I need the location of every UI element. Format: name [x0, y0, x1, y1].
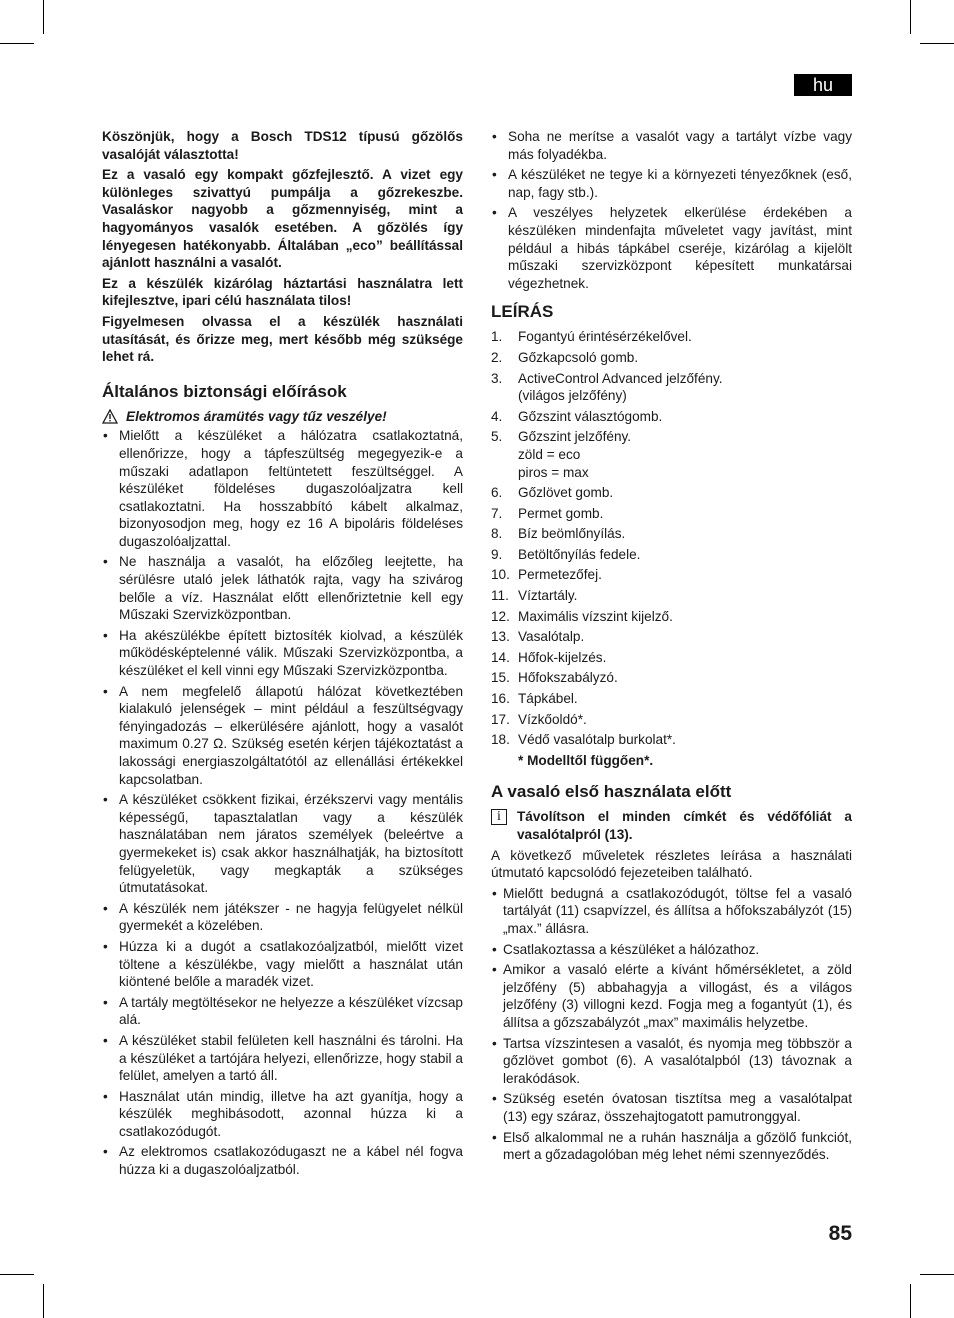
warning-line	[102, 408, 463, 426]
intro	[102, 128, 463, 366]
parts-item	[491, 628, 852, 646]
crop-mark	[0, 1274, 34, 1275]
crop-mark	[910, 0, 911, 34]
list-item-text: Az elektromos csatlakozódugaszt ne a kábel nél fogva húzza ki a dugaszolóaljzatból.	[119, 1144, 463, 1178]
list-item-text: A készüléket ne tegye ki a környezeti tényezőknek (eső, nap, fagy stb.).	[508, 167, 852, 200]
page-number: 85	[828, 1222, 852, 1245]
list-item	[491, 885, 852, 938]
parts-label: Víztartály.	[518, 588, 578, 604]
parts-label-line: piros = max	[518, 464, 589, 480]
crop-mark	[43, 1284, 44, 1318]
safety-heading: Általános biztonsági előírások	[102, 381, 347, 401]
list-item-text: A készüléket stabil felületen kell használni és tárolni. Ha a készüléket a tartójára helyezi, ellenőrizze, hogy stabil a felület, amelyen a tartó áll.	[119, 1032, 463, 1084]
list-item-text: Használat után mindig, illetve ha azt gyanítja, hogy a készülék meghibásodott, azonnal húzza ki a csatlakozódugót.	[119, 1088, 463, 1139]
list-item	[491, 1129, 852, 1164]
list-item-text: Amikor a vasaló elérte a kívánt hőmérsékletet, a zöld jelzőfény (5) abbahagyja a villogást, és a világos jelzőfény (3) villogni kezd. Fogja meg a fogantyút (1), és állítsa a gőzszabályzót „max” maximális helyzetbe.	[503, 962, 852, 1030]
list-item	[491, 128, 852, 163]
list-item-text: Csatlakoztassa a készüléket a hálózathoz.	[503, 941, 760, 957]
parts-number: 10.	[491, 567, 510, 583]
parts-number: 12.	[491, 608, 510, 624]
crop-mark	[920, 1274, 954, 1275]
parts-number: 16.	[491, 691, 510, 707]
list-item	[102, 683, 463, 789]
list-item-text: A nem megfelelő állapotú hálózat következtében kialakuló jelenségek – mint például a feszültségvagy fényingadozás – elkerülésére ajánlott, hogy a vasalót maximum 0.27 Ω. Szükség esetén kérjen tájékoztatást a lakossági energiaszolgáltatótól az ellenállási értékekkel kapcsolatban.	[119, 683, 463, 787]
parts-number: 8.	[491, 526, 503, 542]
parts-number: 13.	[491, 629, 510, 645]
bullet: •	[103, 792, 108, 808]
parts-item	[491, 669, 852, 687]
parts-label: Betöltőnyílás fedele.	[518, 546, 641, 562]
list-item-text: Soha ne merítse a vasalót vagy a tartályt vízbe vagy más folyadékba.	[508, 129, 852, 162]
list-item-text: A veszélyes helyzetek elkerülése érdekében a készüléken mindenfajta műveletet vagy javítást, mint például a hibás tápkábel cseréje, kizárólag a kijelölt műszaki szervizközpont képesített munkatársai végezhetnek.	[508, 205, 852, 291]
list-item	[102, 900, 463, 935]
parts-number: 6.	[491, 485, 503, 501]
list-item	[102, 1032, 463, 1085]
list-item	[102, 427, 463, 550]
list-item	[102, 791, 463, 897]
list-item-text: A készüléket csökkent fizikai, érzékszervi vagy mentális képességű, tapasztalatlan vagy a készülék használatában nem járatos személyek (beleértve a gyermekeket is) csak akkor használhatják, ha biztosított felügyeletük, vagy megkapták a szükséges útmutatásokat.	[119, 792, 463, 896]
parts-item	[491, 428, 852, 481]
bullet: •	[103, 554, 108, 570]
parts-number: 7.	[491, 505, 503, 521]
left-column	[102, 128, 463, 1182]
parts-number: 17.	[491, 711, 510, 727]
bullet: •	[103, 994, 108, 1010]
parts-number: 11.	[491, 588, 509, 604]
parts-item	[491, 505, 852, 523]
safety-list	[102, 427, 463, 1178]
list-item-text: Húzza ki a dugót a csatlakozóaljzatból, mielőtt vizet töltene a készülékbe, vagy mielőtt a használat után kiöntené belőle a maradék vizet.	[119, 938, 463, 990]
bullet: •	[492, 1129, 497, 1145]
list-item-text: Ha akészülékbe épített biztosíték kiolvad, a készülék működésképtelenné válik. Műszaki Szervizközpontba, a készüléket el kell vinni egy Műszaki Szervizközpontba.	[119, 627, 463, 679]
bullet: •	[492, 205, 497, 221]
bullet: •	[492, 885, 497, 901]
info-icon: i	[491, 809, 507, 825]
parts-item	[491, 370, 852, 405]
parts-label-line: zöld = eco	[518, 446, 581, 462]
list-item-text: Mielőtt bedugná a csatlakozódugót, töltse fel a vasaló tartályát (11) csapvízzel, és állítsa a hőfokszabályzót (15) „max.” állásra.	[503, 885, 852, 936]
list-item	[491, 941, 852, 959]
parts-number: 4.	[491, 408, 503, 424]
intro-paragraph: Ez a készülék kizárólag háztartási használatra lett kifejlesztve, ipari célú használata tilos!	[102, 275, 463, 309]
info-note	[491, 808, 852, 843]
parts-item	[491, 408, 852, 426]
parts-number: 3.	[491, 370, 503, 386]
bullet: •	[103, 900, 108, 916]
parts-label: Tápkábel.	[518, 691, 578, 707]
parts-label: Vízkőoldó*.	[518, 711, 587, 727]
list-item-text: Mielőtt a készüléket a hálózatra csatlakoztatná, ellenőrizze, hogy a tápfeszültség megegyezik-e a műszaki adatlapon feltüntetett feszültséggel. A készüléket földeléses dugaszolóaljzatra kell csatlakoztatni. Ha hosszabbító kábelt alkalmaz, bizonyosodjon meg, hogy ez 16 A bipoláris földeléses dugaszolóaljzattal.	[119, 428, 463, 549]
crop-mark	[910, 1284, 911, 1318]
language-tab: hu	[794, 74, 852, 96]
bullet: •	[103, 1088, 108, 1104]
info-text: Távolítson el minden címkét és védőfóliát a vasalótalpról (13).	[517, 809, 852, 842]
list-item-text: Ne használja a vasalót, ha előzőleg leejtette, ha sérülésre utaló jelek láthatók rajta, vagy ha szivárog belőle a víz. Használat előtt ellenőriztetnie kell egy Műszaki Szervizközpontban.	[119, 554, 463, 623]
list-item	[102, 994, 463, 1029]
parts-item	[491, 484, 852, 502]
bullet: •	[103, 1032, 108, 1048]
parts-item	[491, 649, 852, 667]
list-item	[491, 204, 852, 292]
list-item	[102, 938, 463, 991]
parts-label-line: ActiveControl Advanced jelzőfény.	[518, 370, 723, 386]
bullet: •	[103, 683, 108, 699]
parts-label-line: Gőzszint jelzőfény.	[518, 429, 632, 445]
bullet: •	[492, 1091, 497, 1107]
parts-number: 2.	[491, 349, 503, 365]
parts-item	[491, 711, 852, 729]
parts-item	[491, 731, 852, 749]
parts-list	[491, 328, 852, 748]
parts-number: 18.	[491, 732, 510, 748]
parts-label: Gőzlövet gomb.	[518, 485, 614, 501]
crop-mark	[43, 0, 44, 34]
parts-item	[491, 546, 852, 564]
parts-label	[518, 428, 631, 481]
intro-paragraph: Figyelmesen olvassa el a készülék használati utasítását, és őrizze meg, mert később még szüksége lehet rá.	[102, 313, 463, 365]
bullet: •	[103, 627, 108, 643]
intro-paragraph: Ez a vasaló egy kompakt gőzfejlesztő. A vizet egy különleges szivattyú pumpálja a gőzrekeszbe. Vasaláskor nagyobb a gőzmennyiség, mint a hagyományos vasalók esetében. A gőzölés így lényegesen hatékonyabb. Általában „eco” beállítással ajánlott használni a vasalót.	[102, 167, 463, 271]
bullet: •	[103, 1144, 108, 1160]
parts-item	[491, 566, 852, 584]
parts-item	[491, 349, 852, 367]
parts-number: 5.	[491, 429, 503, 445]
parts-label-line: (világos jelzőfény)	[518, 388, 627, 404]
parts-number: 15.	[491, 670, 510, 686]
list-item-text: Szükség esetén óvatosan tisztítsa meg a vasalótalpat (13) egy száraz, összehajtogatott pamutronggyal.	[503, 1091, 852, 1124]
parts-item	[491, 328, 852, 346]
intro-paragraph: Köszönjük, hogy a Bosch TDS12 típusú gőzölős vasalóját választotta!	[102, 129, 463, 162]
parts-label	[518, 370, 723, 405]
parts-item	[491, 690, 852, 708]
parts-label: Maximális vízszint kijelző.	[518, 608, 673, 624]
parts-item	[491, 525, 852, 543]
list-item	[491, 1035, 852, 1088]
parts-label: Vasalótalp.	[518, 629, 585, 645]
list-item	[102, 553, 463, 623]
list-item-text: A készülék nem játékszer - ne hagyja felügyelet nélkül gyermekét a közelében.	[119, 900, 463, 934]
first-use-intro: A következő műveletek részletes leírása a használati útmutató kapcsolódó fejezeteiben található.	[491, 847, 852, 881]
crop-mark	[920, 43, 954, 44]
parts-number: 1.	[491, 329, 503, 345]
safety-list-continued	[491, 128, 852, 292]
bullet: •	[103, 938, 108, 954]
first-use-list	[491, 885, 852, 1164]
warning-text: Elektromos áramütés vagy tűz veszélye!	[126, 408, 387, 424]
parts-label: Hőfok-kijelzés.	[518, 649, 607, 665]
list-item	[102, 627, 463, 680]
list-item-text: A tartály megtöltésekor ne helyezze a készüléket vízcsap alá.	[119, 994, 463, 1028]
parts-label: Gőzszint választógomb.	[518, 408, 663, 424]
description-heading: LEÍRÁS	[491, 302, 554, 322]
parts-label: Hőfokszabályzó.	[518, 670, 618, 686]
list-item	[491, 961, 852, 1031]
model-note: * Modelltől függően*.	[518, 752, 654, 768]
parts-label: Permetezőfej.	[518, 567, 602, 583]
warning-triangle-icon	[102, 409, 120, 424]
parts-number: 14.	[491, 649, 510, 665]
list-item	[491, 166, 852, 201]
crop-mark	[0, 43, 34, 44]
parts-label: Gőzkapcsoló gomb.	[518, 349, 639, 365]
bullet: •	[492, 941, 497, 957]
list-item	[102, 1088, 463, 1141]
list-item-text: Tartsa vízszintesen a vasalót, és nyomja meg többször a gőzlövet gombot (6). A vasalótalpból (13) távoznak a lerakódások.	[503, 1035, 852, 1086]
bullet: •	[492, 167, 497, 183]
parts-item	[491, 608, 852, 626]
first-use-heading: A vasaló első használata előtt	[491, 782, 732, 802]
bullet: •	[492, 1035, 497, 1051]
parts-item	[491, 587, 852, 605]
parts-label: Permet gomb.	[518, 505, 604, 521]
list-item	[102, 1143, 463, 1178]
parts-label: Fogantyú érintésérzékelővel.	[518, 329, 692, 345]
list-item	[491, 1090, 852, 1125]
bullet: •	[492, 129, 497, 144]
bullet: •	[103, 428, 108, 444]
parts-label: Bíz beömlőnyílás.	[518, 526, 626, 542]
parts-label: Védő vasalótalp burkolat*.	[518, 732, 676, 748]
parts-number: 9.	[491, 546, 503, 562]
right-column	[491, 128, 852, 1167]
list-item-text: Első alkalommal ne a ruhán használja a gőzölő funkciót, mert a gőzadagolóban még lehet némi szennyeződés.	[503, 1129, 852, 1163]
bullet: •	[492, 962, 497, 978]
